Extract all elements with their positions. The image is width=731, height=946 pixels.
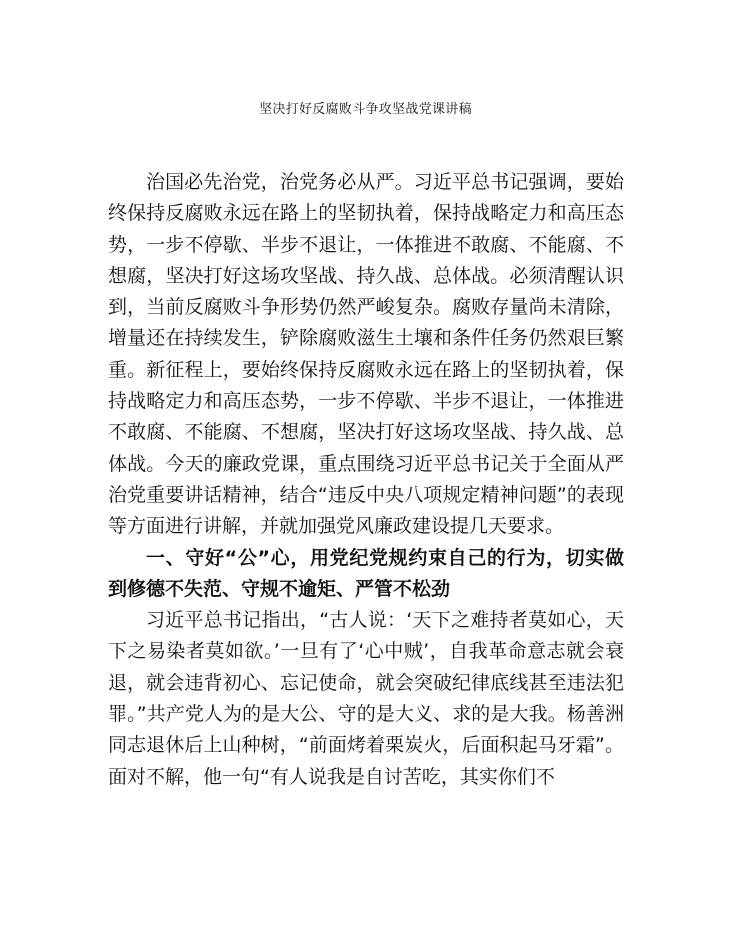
intro-paragraph: 治国必先治党，治党务必从严。习近平总书记强调，要始终保持反腐败永远在路上的坚韧执着，保持战略定力和高压态势，一步不停歇、半步不退让，一体推进不敢腐、不能腐、不想腐，坚决打好这场攻坚战、持久战、总体战。必须清醒认识到，当前反腐败斗争形势仍然严峻复杂。腐败存量尚未清除，增量还在持续发生，铲除腐败滋生土壤和条件任务仍然艰巨繁重。新征程上，要始终保持反腐败永远在路上的坚韧执着，保持战略定力和高压态势，一步不停歇、半步不退让，一体推进不敢腐、不能腐、不想腐，坚决打好这场攻坚战、持久战、总体战。今天的廉政党课，重点围绕习近平总书记关于全面从严治党重要讲话精神，结合“违反中央八项规定精神问题”的表现等方面进行讲解，并就加强党风廉政建设提几天要求。 bbox=[108, 171, 624, 538]
document-body bbox=[108, 167, 624, 793]
document-title: 坚决打好反腐败斗争攻坚战党课讲稿 bbox=[259, 102, 472, 117]
section-heading: 一、守好“公”心，用党纪党规约束自己的行为，切实做到修德不失范、守规不逾矩、严管不松劲 bbox=[108, 546, 624, 600]
section-paragraph: 习近平总书记指出，“古人说：‘天下之难持者莫如心，天下之易染者莫如欲。’一旦有了‘心中贼’，自我革命意志就会衰退，就会违背初心、忘记使命，就会突破纪律底线甚至违法犯罪。”共产党人为的是大公、守的是大义、求的是大我。杨善洲同志退休后上山种树，“前面烤着栗炭火，后面积起马牙霜”。面对不解，他一句“有人说我是自讨苦吃，其实你们不 bbox=[108, 609, 624, 788]
